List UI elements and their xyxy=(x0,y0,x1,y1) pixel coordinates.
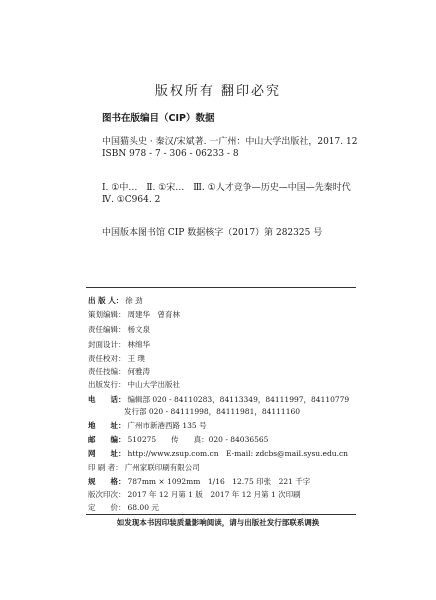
credit-label: 地 址： xyxy=(88,421,126,430)
credit-label: 出 版 人： xyxy=(88,296,124,305)
credit-address xyxy=(88,420,207,431)
credit-label: 印 刷 者： xyxy=(88,463,123,472)
credit-label: 规 格： xyxy=(88,477,126,486)
credit-label: 网 址： xyxy=(88,449,126,458)
credit-cover-design xyxy=(88,339,150,350)
credit-technical-editor xyxy=(88,366,150,377)
credit-value: 广州家联印刷有限公司 xyxy=(124,463,200,472)
credit-label: 责任编辑： xyxy=(88,325,126,334)
credit-value: 编辑部 020 - 84110283，84113349，84111997，84110779 xyxy=(127,395,350,404)
credit-label: 责任技编： xyxy=(88,367,126,376)
cip-title: 图书在版编目（CIP）数据 xyxy=(102,113,215,124)
credit-value: 中山大学出版社 xyxy=(127,380,180,389)
credit-value: 王 璞 xyxy=(127,354,145,363)
credit-value: http://www.zsup.com.cn E-mail: zdcbs@mail.sysu.edu.cn xyxy=(127,449,348,458)
credit-postcode-fax xyxy=(88,434,268,445)
credit-label: 出版发行： xyxy=(88,380,126,389)
credit-website xyxy=(88,448,348,459)
credit-value: 徐 劲 xyxy=(125,296,143,305)
cip-record-number-line: 中国版本图书馆 CIP 数据核字（2017）第 282325 号 xyxy=(102,228,323,238)
credit-distributor xyxy=(88,379,180,390)
credit-publisher-person xyxy=(88,295,143,306)
credit-phone xyxy=(88,394,349,405)
credit-label: 定 价： xyxy=(88,503,126,512)
credit-price xyxy=(88,502,159,513)
credit-value: 510275 传 真：020 - 84036565 xyxy=(127,435,269,444)
credit-printer xyxy=(88,462,200,473)
credit-value: 周建华 曾育林 xyxy=(127,310,180,319)
credit-edition xyxy=(88,489,301,500)
bottom-divider xyxy=(86,514,356,515)
credit-proofreader xyxy=(88,353,145,364)
credit-label: 封面设计： xyxy=(88,340,126,349)
credit-value: 何雅涛 xyxy=(127,367,150,376)
cip-classification-line: Ⅳ. ①C964. 2 xyxy=(102,195,161,205)
credit-label: 版次印次： xyxy=(88,490,126,499)
credit-planning-editor xyxy=(88,309,180,320)
credit-value: 68.00 元 xyxy=(127,503,159,512)
credit-value: 林绵华 xyxy=(127,340,150,349)
credit-value: 发行部 020 - 84111998，84111981，84111160 xyxy=(124,407,301,416)
credit-label: 策划编辑： xyxy=(88,310,126,319)
credit-label: 邮 编： xyxy=(88,435,126,444)
cip-isbn-line: ISBN 978 - 7 - 306 - 06233 - 8 xyxy=(102,149,239,159)
credit-label: 责任校对： xyxy=(88,354,126,363)
credit-value: 杨文泉 xyxy=(127,325,150,334)
cip-catalog-line: 中国猫头史 · 秦汉/宋斌著. 一广州：中山大学出版社，2017. 12 xyxy=(102,137,358,147)
copyright-notice: 版权所有 翻印必究 xyxy=(154,84,282,99)
credit-responsible-editor xyxy=(88,324,150,335)
credit-label: 电 话： xyxy=(88,395,126,404)
credit-value: 2017 年 12 月第 1 版 2017 年 12 月第 1 次印刷 xyxy=(127,490,301,499)
cip-subject-line: Ⅰ. ①中… Ⅱ. ①宋… Ⅲ. ①人才竞争—历史—中国—先秦时代 xyxy=(102,183,351,193)
credit-specification xyxy=(88,476,310,487)
top-divider xyxy=(86,287,356,288)
quality-notice: 如发现本书因印装质量影响阅读，请与出版社发行部联系调换 xyxy=(116,518,320,527)
credit-value: 广州市新港西路 135 号 xyxy=(127,421,207,430)
credit-value: 787mm × 1092mm 1/16 12.75 印张 221 千字 xyxy=(127,477,311,486)
credit-phone-distribution xyxy=(122,406,300,417)
